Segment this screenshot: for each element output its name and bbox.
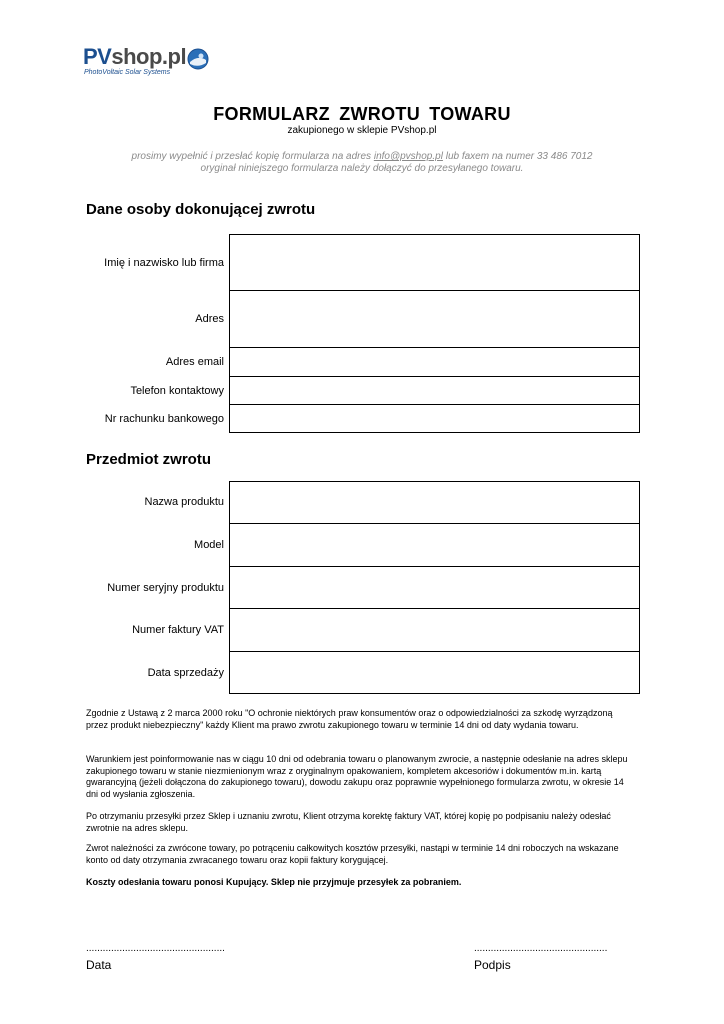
date-label: Data <box>86 958 112 972</box>
label-serial-number: Numer seryjny produktu <box>107 582 224 594</box>
field-email[interactable] <box>229 347 640 377</box>
field-phone[interactable] <box>229 376 640 405</box>
section-title-person: Dane osoby dokonującej zwrotu <box>86 201 316 218</box>
pvshop-logo <box>83 44 223 84</box>
logo-pv: PV <box>83 44 112 69</box>
label-address: Adres <box>195 313 224 325</box>
field-bank-account[interactable] <box>229 404 640 433</box>
field-address[interactable] <box>229 290 640 348</box>
label-email: Adres email <box>165 356 224 368</box>
paragraph-shipping-costs: Koszty odesłania towaru ponosi Kupujący. Sklep nie przyjmuje przesyłek za pobraniem. <box>86 877 462 887</box>
signature-line: ................................................ <box>474 943 608 954</box>
paragraph-law: Zgodnie z Ustawą z 2 marca 2000 roku "O ochronie niektórych praw konsumentów oraz o odpowiedzialności za szkodę wyrządzoną przez produkt niebezpieczny" każdy Klient ma prawo zwrotu zakupionego towaru w terminie 14 dni od daty wydania towaru. <box>86 708 613 730</box>
field-model[interactable] <box>229 523 640 567</box>
paragraph-invoice-correction: Po otrzymaniu przesyłki przez Sklep i uznaniu zwrotu, Klient otrzyma korektę faktury VAT, której kopię po podpisaniu należy odesłać zwrotnie na adres sklepu. <box>86 811 611 833</box>
label-product-name: Nazwa produktu <box>144 496 224 508</box>
logo-wordmark <box>83 44 186 70</box>
label-bank-account: Nr rachunku bankowego <box>104 413 224 425</box>
instruction-line-1 <box>0 151 724 162</box>
label-model: Model <box>194 539 224 551</box>
field-invoice-number[interactable] <box>229 608 640 652</box>
instruction-line-2: oryginał niniejszego formularza należy dołączyć do przesyłanego towaru. <box>200 163 524 174</box>
logo-shop: shop.pl <box>111 44 187 69</box>
label-invoice-number: Numer faktury VAT <box>132 624 224 636</box>
email-link[interactable]: info@pvshop.pl <box>373 151 443 162</box>
field-serial-number[interactable] <box>229 566 640 609</box>
field-name[interactable] <box>229 234 640 291</box>
logo-tagline: PhotoVoltaic Solar Systems <box>84 69 171 76</box>
signature-label: Podpis <box>474 958 511 972</box>
note-text-a: prosimy wypełnić i przesłać kopię formularza na adres <box>131 151 374 162</box>
note-text-b: lub faxem na numer 33 486 7012 <box>442 151 593 162</box>
label-sale-date: Data sprzedaży <box>147 667 224 679</box>
solar-badge-icon <box>187 48 209 70</box>
form-subtitle: zakupionego w sklepie PVshop.pl <box>287 125 437 136</box>
paragraph-refund: Zwrot należności za zwrócone towary, po potrąceniu całkowitych kosztów przesyłki, nastąpi w terminie 14 dni roboczych na wskazane konto od daty otrzymania zwracanego towaru oraz kopii faktury korygującej. <box>86 843 619 865</box>
form-title: FORMULARZ ZWROTU TOWARU <box>213 104 511 124</box>
field-product-name[interactable] <box>229 481 640 524</box>
section-title-item: Przedmiot zwrotu <box>86 451 212 468</box>
label-phone: Telefon kontaktowy <box>130 385 224 397</box>
paragraph-conditions: Warunkiem jest poinformowanie nas w ciągu 10 dni od odebrania towaru o planowanym zwrocie, a następnie odesłanie na adres sklepu zakupionego towaru w stanie niezmienionym wraz z oryginalnym opakowaniem, kompletem akcesoriów i dokumentów m.in. kartą gwarancyjną (jeżeli dołączona do zakupionego towaru), dowodu zakupu oraz poprawnie wypełnionego formularza zwrotu, w okresie 14 dni od wysłania zgłoszenia. <box>86 754 628 799</box>
date-signature-line: .................................................. <box>86 943 225 954</box>
label-name: Imię i nazwisko lub firma <box>104 257 224 269</box>
field-sale-date[interactable] <box>229 651 640 694</box>
